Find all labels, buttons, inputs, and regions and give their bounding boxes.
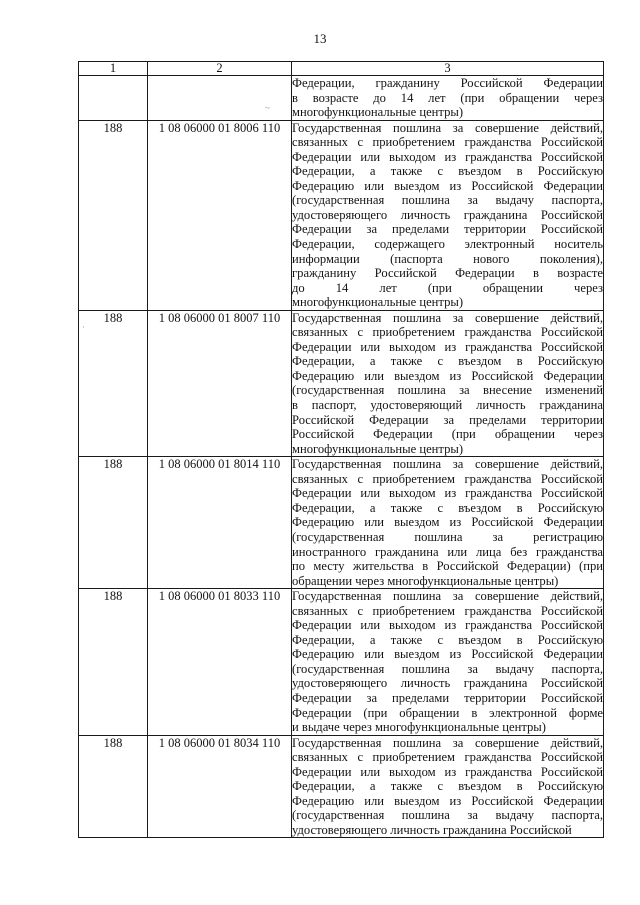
description-line: удостоверяющего личность гражданина Российской xyxy=(292,822,572,837)
description-line: Федерации или выходом из гражданства Российской xyxy=(292,486,603,501)
description-line: (государственная пошлина за выдачу паспорта, xyxy=(292,808,603,823)
description-line: в возрасте до 14 лет (при обращении через xyxy=(292,90,603,105)
description-line: многофункциональные центры) xyxy=(292,441,464,456)
budget-classification-code-cell: 1 08 06000 01 8007 110 xyxy=(148,310,292,456)
description-line: связанных с приобретением гражданства Российской xyxy=(292,135,603,150)
description-line: Федерацию или выездом из Российской Федерации xyxy=(292,368,603,383)
description-line: Федерации или выходом из гражданства Российской xyxy=(292,618,603,633)
admin-code-cell: 188 xyxy=(79,310,148,456)
table-row xyxy=(79,735,604,838)
column-number-3: 3 xyxy=(292,62,604,76)
description-line: Государственная пошлина за совершение действий, xyxy=(292,735,603,750)
admin-code-cell: 188 xyxy=(79,735,148,838)
description-line: Российской Федерации за пределами территории xyxy=(292,412,603,427)
budget-classification-code-cell: 1 08 06000 01 8034 110 xyxy=(148,735,292,838)
description-line: Федерации, а также с въездом в Российскую xyxy=(292,354,603,369)
admin-code-cell xyxy=(79,76,148,121)
income-description-cell xyxy=(292,589,604,735)
description-line: гражданину Российской Федерации в возрасте xyxy=(292,266,603,281)
income-description-cell xyxy=(292,76,604,121)
description-line: и выдаче через многофункциональные центры) xyxy=(292,720,546,735)
budget-classification-code-cell: 1 08 06000 01 8033 110 xyxy=(148,589,292,735)
description-line: многофункциональные центры) xyxy=(292,105,464,120)
description-line: связанных с приобретением гражданства Российской xyxy=(292,750,603,765)
income-description-cell xyxy=(292,457,604,589)
description-line: по месту жительства в Российской Федерации) (при xyxy=(292,559,603,574)
description-line: Федерацию или выездом из Российской Федерации xyxy=(292,647,603,662)
description-line: обращении через многофункциональные центры) xyxy=(292,573,559,588)
description-line: Федерации, а также с въездом в Российскую xyxy=(292,164,603,179)
table-row xyxy=(79,589,604,735)
description-line: Федерацию или выездом из Российской Федерации xyxy=(292,793,603,808)
column-number-2: 2 xyxy=(148,62,292,76)
description-line: Государственная пошлина за совершение действий, xyxy=(292,457,603,472)
column-number-1: 1 xyxy=(79,62,148,76)
table-row xyxy=(79,457,604,589)
description-line: иностранного гражданина или лица без гражданства xyxy=(292,544,603,559)
description-line: (государственная пошлина за выдачу паспорта, xyxy=(292,193,603,208)
description-line: Государственная пошлина за совершение действий, xyxy=(292,120,603,135)
description-line: Российской Федерации (при обращении через xyxy=(292,427,603,442)
table-row xyxy=(79,120,604,310)
budget-classification-code-cell: 1 08 06000 01 8006 110 xyxy=(148,120,292,310)
description-line: в паспорт, удостоверяющий личность гражданина xyxy=(292,398,603,413)
scan-mark: · xyxy=(82,322,85,332)
budget-classification-code-cell xyxy=(148,76,292,121)
income-description-cell xyxy=(292,120,604,310)
description-line: Федерации или выходом из гражданства Российской xyxy=(292,339,603,354)
description-line: (государственная пошлина за регистрацию xyxy=(292,529,603,544)
description-line: Федерации или выходом из гражданства Российской xyxy=(292,149,603,164)
page-number: 13 xyxy=(313,31,327,46)
description-line: удостоверяющего личность гражданина Российской xyxy=(292,676,603,691)
income-description-cell xyxy=(292,310,604,456)
budget-classification-code-cell: 1 08 06000 01 8014 110 xyxy=(148,457,292,589)
description-line: Федерации, гражданину Российской Федерации xyxy=(292,76,603,90)
revenue-codes-table xyxy=(78,61,604,838)
admin-code-cell: 188 xyxy=(79,120,148,310)
description-line: Федерации, а также с въездом в Российскую xyxy=(292,632,603,647)
description-line: Федерацию или выездом из Российской Федерации xyxy=(292,178,603,193)
table-body xyxy=(79,76,604,838)
description-line: информации (паспорта нового поколения), xyxy=(292,251,603,266)
description-line: Федерации за пределами территории Российской xyxy=(292,222,603,237)
description-line: (государственная пошлина за выдачу паспорта, xyxy=(292,661,603,676)
description-line: связанных с приобретением гражданства Российской xyxy=(292,325,603,340)
description-line: до 14 лет (при обращении через xyxy=(292,280,603,295)
description-line: удостоверяющего личность гражданина Российской xyxy=(292,207,603,222)
description-line: Федерации за пределами территории Российской xyxy=(292,690,603,705)
income-description-cell xyxy=(292,735,604,838)
table-row xyxy=(79,76,604,121)
description-line: Федерацию или выездом из Российской Федерации xyxy=(292,515,603,530)
description-line: Государственная пошлина за совершение действий, xyxy=(292,310,603,325)
description-line: Государственная пошлина за совершение действий, xyxy=(292,589,603,604)
admin-code-cell: 188 xyxy=(79,457,148,589)
description-line: Федерации (при обращении в электронной форме xyxy=(292,705,603,720)
admin-code-cell: 188 xyxy=(79,589,148,735)
description-line: Федерации, а также с въездом в Российскую xyxy=(292,500,603,515)
table-row xyxy=(79,310,604,456)
description-line: многофункциональные центры) xyxy=(292,295,464,310)
description-line: связанных с приобретением гражданства Российской xyxy=(292,471,603,486)
description-line: связанных с приобретением гражданства Российской xyxy=(292,603,603,618)
description-line: Федерации, а также с въездом в Российскую xyxy=(292,779,603,794)
description-line: (государственная пошлина за внесение изменений xyxy=(292,383,603,398)
column-number-row xyxy=(79,62,604,76)
description-line: Федерации, содержащего электронный носитель xyxy=(292,237,603,252)
scan-mark: ~ xyxy=(265,103,270,113)
description-line: Федерации или выходом из гражданства Российской xyxy=(292,764,603,779)
